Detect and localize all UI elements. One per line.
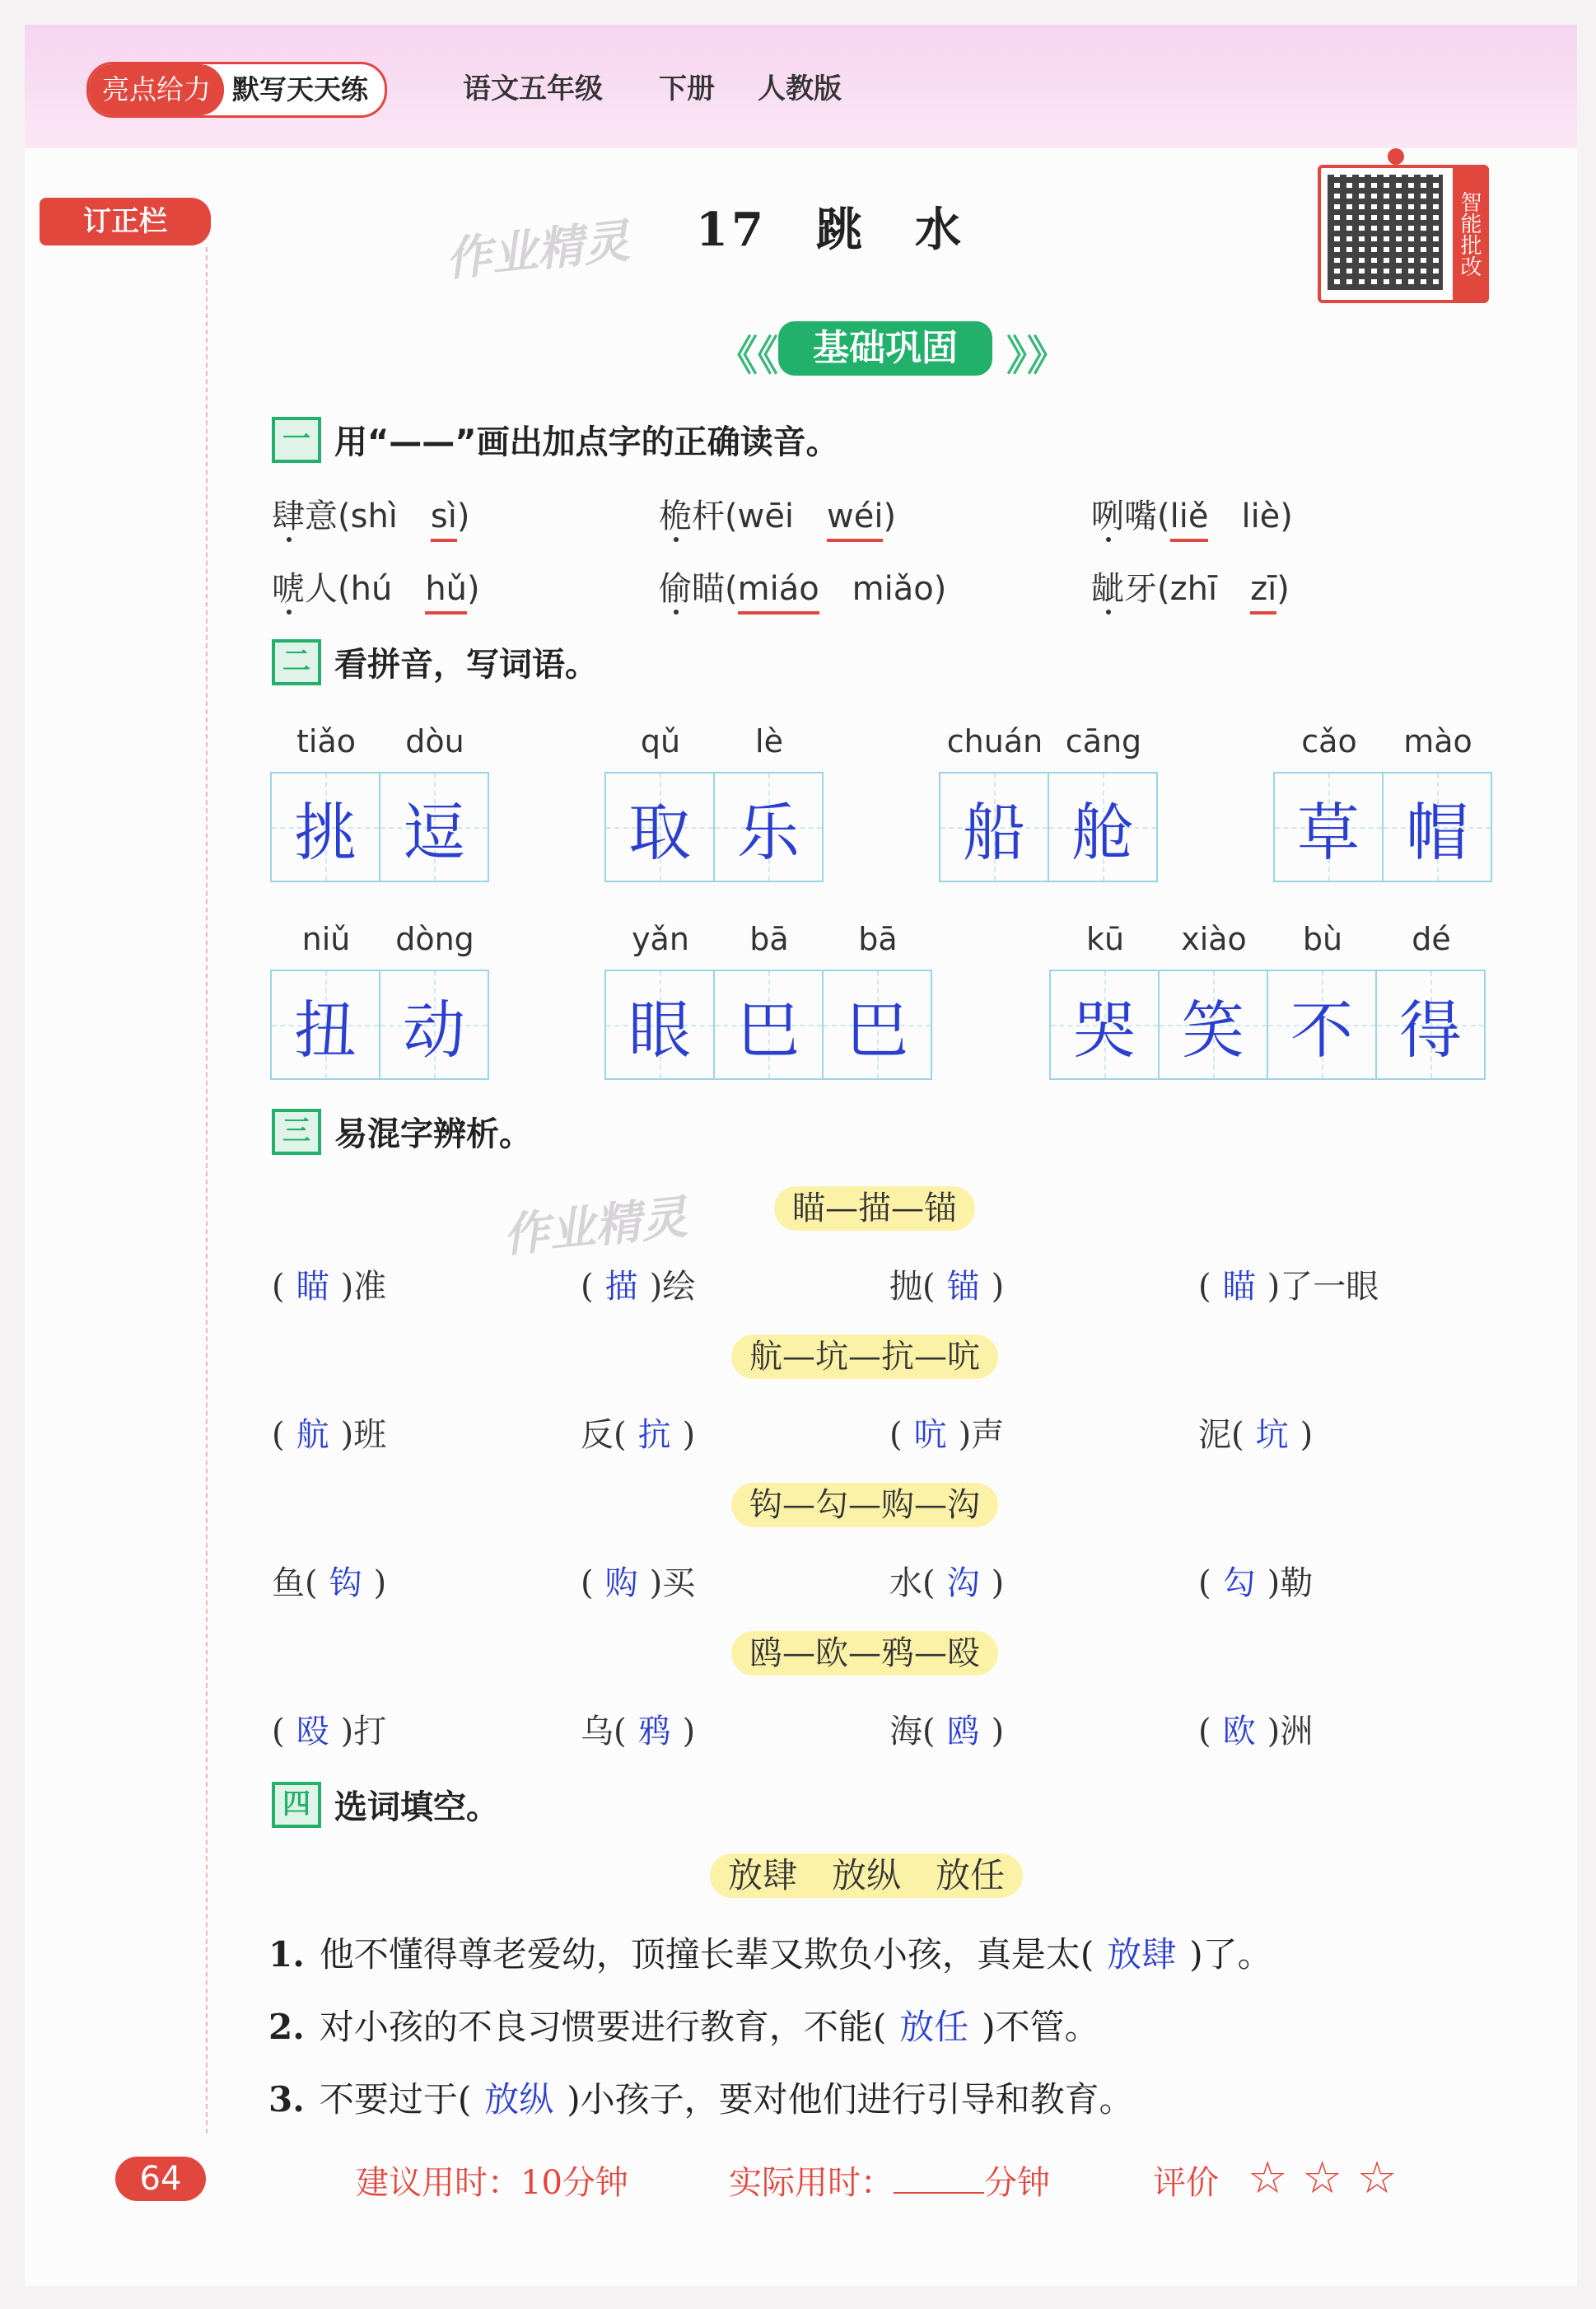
section-banner: 基础巩固 <box>778 321 992 376</box>
writing-grid <box>272 772 489 882</box>
confusable-group: 航—坑—抗—吭 <box>731 1334 998 1379</box>
section-number: 四 <box>272 1782 321 1828</box>
fill-item: ( 勾 )勒 <box>1198 1564 1314 1602</box>
confusable-group: 鸥—欧—鸦—殴 <box>731 1631 998 1676</box>
section-number: 三 <box>272 1109 321 1155</box>
lesson-number: 17 <box>696 203 767 257</box>
section-3-heading <box>272 1108 532 1155</box>
fill-item: ( 瞄 )准 <box>272 1268 387 1306</box>
section-instruction: 选词填空。 <box>334 1788 499 1826</box>
brand-badge <box>86 62 387 118</box>
answer-char: 取 <box>628 795 691 869</box>
answer-char: 哭 <box>1073 993 1136 1067</box>
time-blank[interactable] <box>894 2167 984 2194</box>
pinyin-row: qǔ lè <box>640 723 783 760</box>
fill-item: 海( 鸥 ) <box>889 1713 1005 1750</box>
answer-underline: miáo <box>738 570 819 615</box>
subject-label: 语文五年级 <box>463 72 603 105</box>
reading-item: 唬人(hú hǔ) <box>272 563 480 610</box>
answer-char: 挑 <box>294 795 357 869</box>
qr-code-card[interactable] <box>1318 165 1489 303</box>
answer-char: 动 <box>403 993 465 1067</box>
series-name: 默写天天练 <box>232 73 368 105</box>
answer-char: 逗 <box>403 795 465 869</box>
answer-char: 舱 <box>1071 795 1134 869</box>
section-number: 二 <box>272 639 321 685</box>
sentence-item: 1. 他不懂得尊老爱幼，顶撞长辈又欺负小孩，真是太( 放肆 )了。 <box>268 1934 1272 1975</box>
answer-underline: sì <box>431 498 457 542</box>
qr-code-icon <box>1328 175 1443 290</box>
answer-underline: liě <box>1170 498 1209 542</box>
answer-char: 船 <box>963 795 1025 869</box>
pinyin-row: kū xiào bù dé <box>1085 921 1451 957</box>
reading-item: 偷瞄(miáo miǎo) <box>659 563 946 610</box>
fill-item: ( 航 )班 <box>272 1416 387 1454</box>
pinyin-row: tiǎo dòu <box>296 723 464 760</box>
reading-item: 咧嘴(liě liè) <box>1091 490 1293 537</box>
answer-underline: wéi <box>827 498 883 542</box>
watermark: 作业精灵 <box>500 1190 690 1264</box>
correction-column-tag: 订正栏 <box>40 198 211 245</box>
lesson-title-b: 水 <box>914 203 964 257</box>
correction-divider <box>206 247 208 2134</box>
writing-grid <box>606 970 932 1080</box>
suggested-time: 建议用时：10分钟 <box>356 2164 628 2202</box>
writing-grid <box>1275 772 1492 882</box>
writing-grid <box>272 970 489 1080</box>
writing-grid <box>1051 970 1486 1080</box>
fill-item: 鱼( 钩 ) <box>272 1564 387 1602</box>
brand-name: 亮点给力 <box>89 64 224 115</box>
answer-char: 巴 <box>737 993 800 1067</box>
answer-char: 眼 <box>628 993 691 1067</box>
pinyin-row: yǎn bā bā <box>632 921 898 957</box>
edition-label: 人教版 <box>758 72 842 105</box>
fill-item: ( 吭 )声 <box>889 1416 1005 1454</box>
fill-item: ( 瞄 )了一眼 <box>1198 1268 1379 1306</box>
confusable-group: 瞄—描—锚 <box>774 1186 975 1231</box>
answer-char: 乐 <box>737 795 800 869</box>
star-rating-icon[interactable]: ☆☆☆ <box>1248 2152 1412 2204</box>
reading-item: 桅杆(wēi wéi) <box>659 490 896 537</box>
answer-char: 不 <box>1290 993 1353 1067</box>
section-instruction: 看拼音，写词语。 <box>334 646 598 684</box>
writing-grid <box>940 772 1158 882</box>
answer-char: 笑 <box>1182 993 1244 1067</box>
qr-pin-icon <box>1388 148 1404 165</box>
section-number: 一 <box>272 417 321 463</box>
reading-item: 龇牙(zhī zī) <box>1091 563 1290 610</box>
pinyin-row: chuán cāng <box>946 723 1142 760</box>
section-instruction: 易混字辨析。 <box>334 1115 532 1153</box>
chevron-right-icon: 》》 <box>1006 332 1068 380</box>
answer-char: 得 <box>1399 993 1462 1067</box>
fill-item: 泥( 坑 ) <box>1198 1416 1314 1454</box>
answer-char: 巴 <box>846 993 908 1067</box>
sentence-item: 2. 对小孩的不良习惯要进行教育，不能( 放任 )不管。 <box>268 2007 1099 2047</box>
fill-item: ( 欧 )洲 <box>1198 1713 1314 1750</box>
fill-item: 水( 沟 ) <box>889 1564 1005 1602</box>
sentence-item: 3. 不要过于( 放纵 )小孩子，要对他们进行引导和教育。 <box>268 2079 1134 2120</box>
lesson-title-a: 跳 <box>815 203 866 257</box>
fill-item: 乌( 鸦 ) <box>581 1713 696 1750</box>
pinyin-row: niǔ dòng <box>301 921 474 957</box>
confusable-group: 钩—勾—购—沟 <box>731 1483 998 1527</box>
actual-time: 实际用时： 分钟 <box>729 2164 1050 2202</box>
volume-label: 下册 <box>659 72 715 105</box>
rating-label: 评价 <box>1153 2164 1219 2202</box>
answer-char: 草 <box>1297 795 1360 869</box>
answer-char: 帽 <box>1406 795 1468 869</box>
writing-grid <box>606 772 824 882</box>
answer-underline: zī <box>1250 570 1276 615</box>
word-bank: 放肆 放纵 放任 <box>710 1853 1023 1898</box>
lesson-title <box>696 194 1014 259</box>
section-instruction: 用“——”画出加点字的正确读音。 <box>334 423 839 461</box>
watermark: 作业精灵 <box>442 214 632 287</box>
reading-item: 肆意(shì sì) <box>272 490 469 537</box>
page-number: 64 <box>115 2157 206 2201</box>
fill-item: ( 描 )绘 <box>581 1268 696 1306</box>
chevron-left-icon: 《《 <box>716 332 778 380</box>
section-2-heading <box>272 638 598 685</box>
fill-item: ( 购 )买 <box>581 1564 696 1602</box>
section-4-heading <box>272 1781 499 1828</box>
fill-item: 抛( 锚 ) <box>889 1268 1005 1306</box>
answer-char: 扭 <box>294 993 357 1067</box>
answer-underline: hǔ <box>425 570 467 615</box>
fill-item: 反( 抗 ) <box>581 1416 696 1454</box>
qr-label: 智能批改 <box>1453 168 1486 300</box>
section-1-heading <box>272 416 839 463</box>
pinyin-row: cǎo mào <box>1301 723 1472 760</box>
fill-item: ( 殴 )打 <box>272 1713 387 1750</box>
